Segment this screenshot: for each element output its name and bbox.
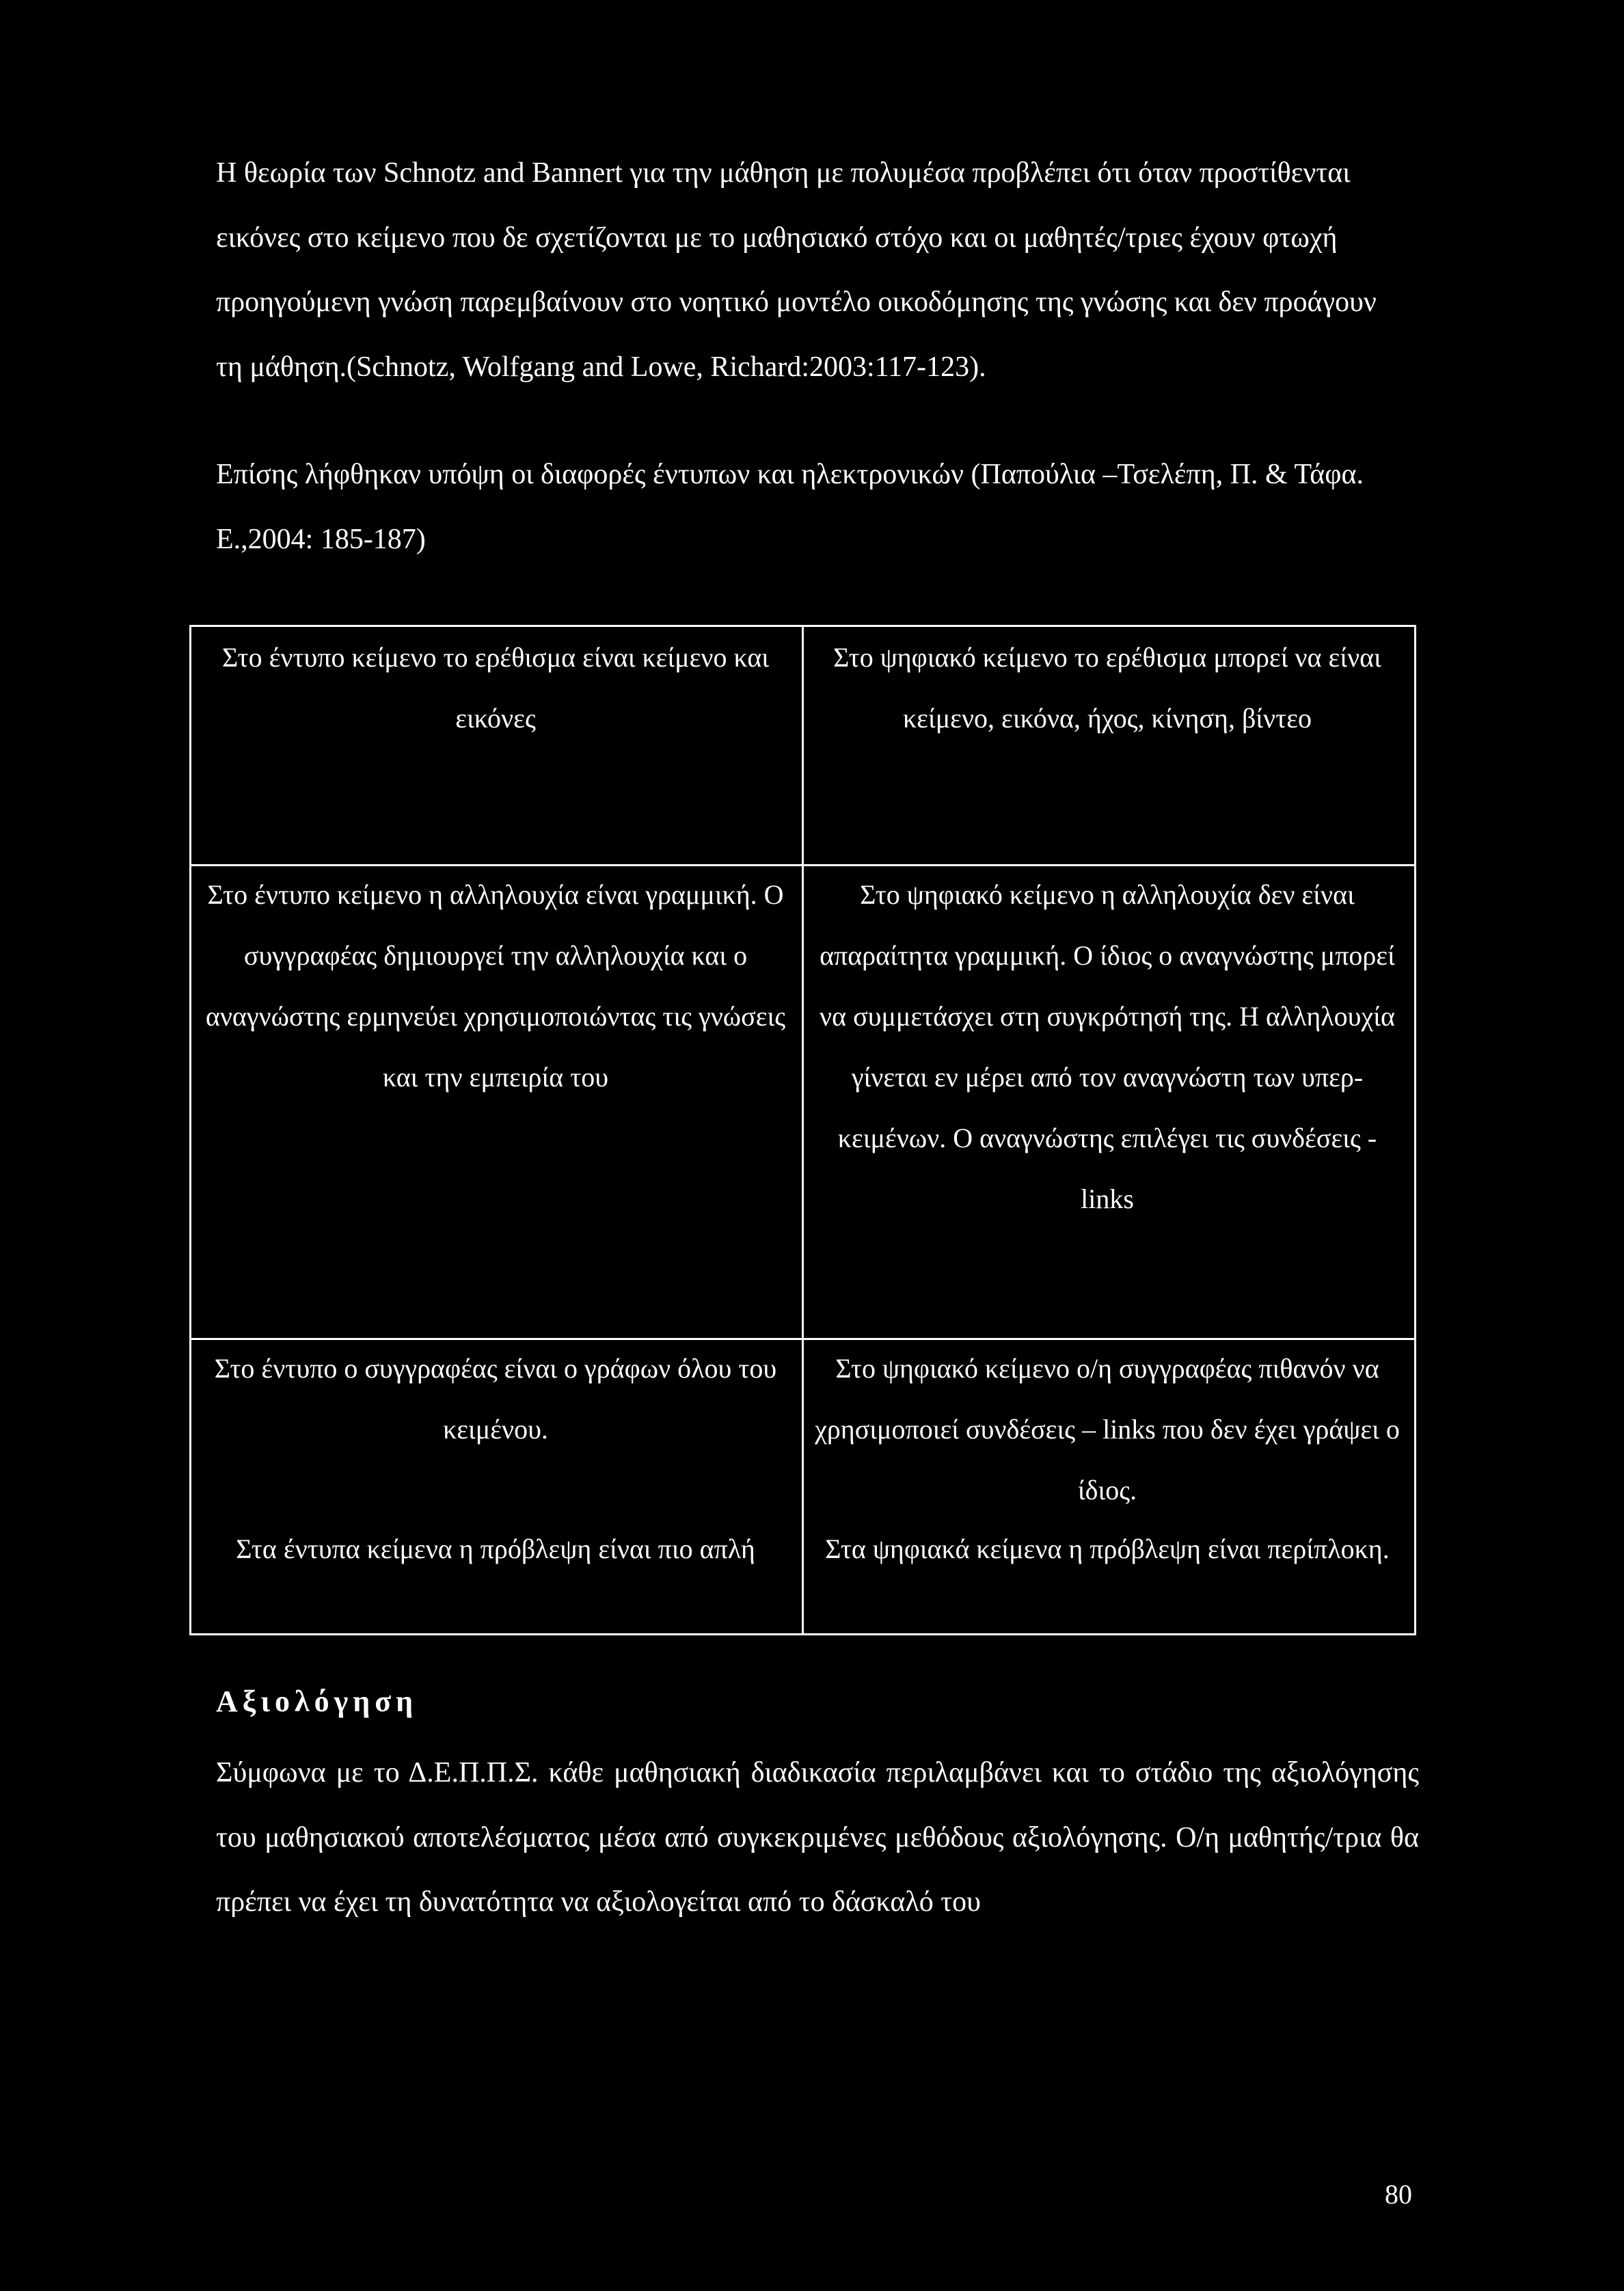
- table-cell-printed-sequence: Στο έντυπο κείμενο η αλληλουχία είναι γραμμική. Ο συγγραφέας δημιουργεί την αλληλουχία και ο αναγνώστης ερμηνεύει χρησιμοποιώντας τις γνώσεις και την εμπειρία του: [205, 879, 786, 1093]
- table-cell-printed-prediction: Στα έντυπα κείμενα η πρόβλεψη είναι πιο απλή: [236, 1533, 755, 1564]
- table-cell-digital-sequence: Στο ψηφιακό κείμενο η αλληλουχία δεν είναι απαραίτητα γραμμική. Ο ίδιος ο αναγνώστης μπορεί να συμμετάσχει στη συγκρότησή της. Η αλληλουχία γίνεται εν μέρει από τον αναγνώστη των υπερ-κειμένων. Ο αναγνώστης επιλέγει τις συνδέσεις - links: [820, 879, 1395, 1214]
- assessment-paragraph: Σύμφωνα με το Δ.Ε.Π.Π.Σ. κάθε μαθησιακή διαδικασία περιλαμβάνει και το στάδιο της αξιολόγησης του μαθησιακού αποτελέσματος μέσα από συγκεκριμένες μεθόδους αξιολόγησης. Ο/η μαθητής/τρια θα πρέπει να έχει τη δυνατότητα να αξιολογείται από το δάσκαλό του: [216, 1757, 1419, 1918]
- intro-paragraph-differences: Επίσης λήφθηκαν υπόψη οι διαφορές έντυπων και ηλεκτρονικών (Παπούλια –Τσελέπη, Π. & Τάφα. Ε.,2004: 185-187): [216, 459, 1364, 555]
- table-cell-digital-prediction: Στα ψηφιακά κείμενα η πρόβλεψη είναι περίπλοκη.: [825, 1533, 1390, 1564]
- table-cell-printed-author: Στο έντυπο ο συγγραφέας είναι ο γράφων όλου του κειμένου.: [214, 1353, 777, 1445]
- page-number: 80: [1385, 2179, 1412, 2210]
- comparison-table: [189, 625, 1416, 1635]
- table-cell-printed-stimulus: Στο έντυπο κείμενο το ερέθισμα είναι κείμενο και εικόνες: [221, 642, 770, 734]
- intro-paragraph-theory: Η θεωρία των Schnotz and Bannert για την μάθηση με πολυμέσα προβλέπει ότι όταν προστίθενται εικόνες στο κείμενο που δε σχετίζονται με το μαθησιακό στόχο και οι μαθητές/τριες έχουν φτωχή προηγούμενη γνώση παρεμβαίνουν στο νοητικό μοντέλο οικοδόμησης της γνώσης και δεν προάγουν τη μάθηση.(Schnotz, Wolfgang and Lowe, Richard:2003:117-123).: [216, 157, 1377, 383]
- table-column-divider: [802, 627, 804, 1633]
- section-heading-assessment: Αξιολόγηση: [216, 1685, 418, 1718]
- table-cell-digital-author: Στο ψηφιακό κείμενο ο/η συγγραφέας πιθανόν να χρησιμοποιεί συνδέσεις – links που δεν έχει γράψει ο ίδιος.: [815, 1353, 1400, 1505]
- table-cell-digital-stimulus: Στο ψηφιακό κείμενο το ερέθισμα μπορεί να είναι κείμενο, εικόνα, ήχος, κίνηση, βίντεο: [833, 642, 1381, 734]
